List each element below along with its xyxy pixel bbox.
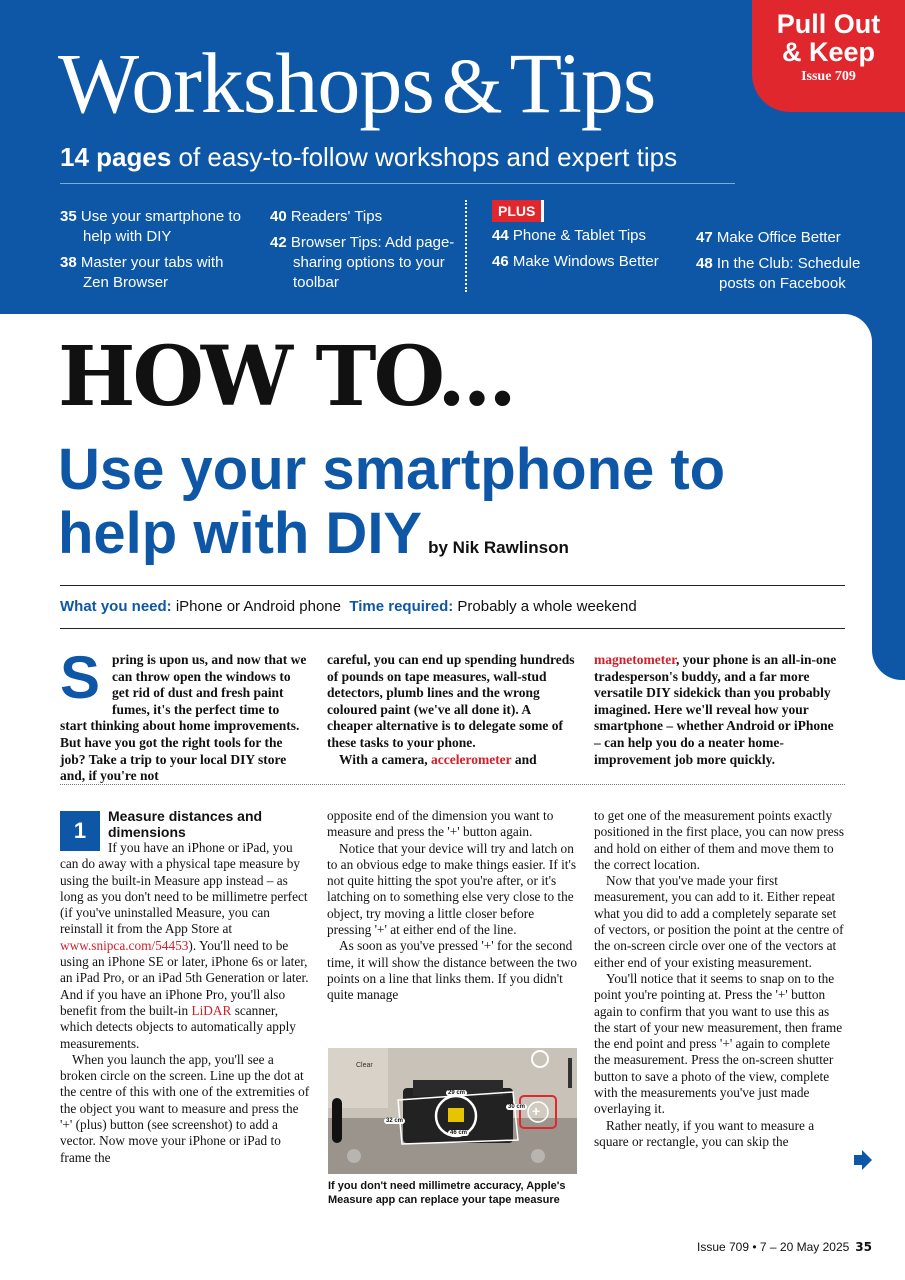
time-value: Probably a whole weekend bbox=[457, 598, 637, 615]
intro-divider bbox=[60, 784, 845, 785]
toc-item[interactable] bbox=[696, 228, 886, 248]
toc-label: Use your smartphone to help with DIY bbox=[80, 208, 241, 245]
toc-page-num: 40 bbox=[270, 208, 287, 225]
section-title-amp: & bbox=[441, 42, 502, 129]
toc-page-num: 48 bbox=[696, 255, 713, 272]
toc-column-1 bbox=[60, 207, 250, 299]
subtitle-bold: 14 pages bbox=[60, 142, 172, 172]
intro-column-3 bbox=[594, 652, 842, 768]
screenshot-caption: If you don't need millimetre accuracy, Apple's Measure app can replace your tape measure bbox=[328, 1180, 566, 1206]
plus-button: + bbox=[532, 1103, 541, 1119]
intro-text: pring is upon us, and now that we can throw open the windows to get rid of dust and fresh paint fumes, it's the perfect time to start thinking about home improvements. But have you got the right tools for the job? Take a trip to your local DIY store and, if you're not bbox=[60, 652, 307, 784]
body-paragraph: As soon as you've pressed '+' for the second time, it will show the distance between the two points on a line that links them. If you didn't quite manage bbox=[327, 938, 577, 1003]
glossary-link[interactable]: LiDAR bbox=[191, 1002, 232, 1018]
body-paragraph: to get one of the measurement points exactly positioned in the first place, you can now press and hold on either of them and move them to the correct location. bbox=[594, 808, 844, 872]
drop-cap: S bbox=[60, 644, 101, 711]
body-paragraph bbox=[60, 840, 310, 1052]
step-heading: Measure distances and dimensions bbox=[108, 808, 263, 840]
badge-issue: Issue 709 bbox=[801, 69, 856, 84]
toc-item[interactable] bbox=[270, 207, 455, 227]
intro-column-2 bbox=[327, 652, 575, 768]
intro-column-1 bbox=[60, 644, 308, 785]
arrow-right-icon bbox=[852, 1150, 872, 1170]
toc-page-num: 35 bbox=[60, 208, 77, 225]
how-to-kicker: HOW TO... bbox=[58, 329, 514, 425]
page-number: 35 bbox=[855, 1240, 872, 1254]
toc-divider bbox=[465, 200, 467, 292]
measure-label: 30 cm bbox=[508, 1104, 526, 1110]
toc-item[interactable] bbox=[492, 226, 682, 246]
section-subtitle bbox=[60, 144, 677, 170]
pull-out-badge bbox=[752, 0, 905, 112]
subtitle-rest: of easy-to-follow workshops and expert tips bbox=[171, 142, 678, 172]
clear-button: Clear bbox=[356, 1062, 373, 1069]
body-text: ). You'll need to be using an iPhone SE or later, iPhone 6s or later, an iPad Pro, or an iPad 5th Generation or later. And if you have an iPhone Pro, you'll also benefit from the built-in bbox=[60, 937, 309, 1018]
plus-label: PLUS bbox=[492, 200, 544, 222]
time-label: Time required: bbox=[349, 598, 454, 615]
toc-item[interactable] bbox=[696, 254, 886, 294]
toc-label: Master your tabs with Zen Browser bbox=[80, 254, 224, 291]
body-column-2 bbox=[327, 808, 577, 1004]
glossary-link[interactable]: accelerometer bbox=[430, 751, 512, 767]
toc-item[interactable] bbox=[492, 252, 682, 272]
body-paragraph: Now that you've made your first measurement, you can add to it. Either repeat what you did to add a completely separate set of vectors, or position the point at the centre of the on-screen circle over one of the vectors at either end of your existing measurement. bbox=[594, 873, 844, 970]
toc-label: Make Windows Better bbox=[512, 253, 659, 270]
measure-label: 29 cm bbox=[448, 1090, 466, 1096]
glossary-link[interactable]: magnetometer bbox=[594, 652, 676, 667]
byline: by Nik Rawlinson bbox=[428, 538, 569, 557]
page-footer bbox=[660, 1240, 872, 1254]
toc-page-num: 46 bbox=[492, 253, 509, 270]
step-number: 1 bbox=[60, 811, 100, 851]
article-title-text: Use your smartphone to help with DIY bbox=[58, 437, 726, 566]
toc-column-4 bbox=[696, 228, 886, 300]
intro-text: , your phone is an all-in-one tradesperson's buddy, and a far more versatile DIY sidekick than you probably imagined. Here we'll reveal how your smartphone – whether Android or iPhone – can help you do a neater home-improvement job more quickly. bbox=[594, 652, 837, 767]
url-link[interactable]: www.snipca.com/54453 bbox=[60, 937, 189, 953]
toc-page-num: 38 bbox=[60, 254, 77, 271]
toc-label: Make Office Better bbox=[716, 229, 841, 246]
intro-text: With a camera, bbox=[339, 751, 431, 767]
toc-label: Phone & Tablet Tips bbox=[512, 227, 647, 244]
toc-item[interactable] bbox=[270, 233, 455, 293]
need-label: What you need: bbox=[60, 598, 172, 615]
body-paragraph: opposite end of the dimension you want to measure and press the '+' button again. bbox=[327, 808, 554, 840]
toc-label: In the Club: Schedule posts on Facebook bbox=[716, 255, 861, 292]
toc-page-num: 47 bbox=[696, 229, 713, 246]
toc-label: Readers' Tips bbox=[290, 208, 383, 225]
article-title bbox=[58, 438, 848, 580]
toc-label: Browser Tips: Add page-sharing options to your toolbar bbox=[290, 234, 455, 291]
issue-info: Issue 709 • 7 – 20 May 2025 bbox=[696, 1240, 850, 1254]
need-value: iPhone or Android phone bbox=[175, 598, 341, 615]
toc-item[interactable] bbox=[60, 253, 250, 293]
edge-tab bbox=[872, 372, 905, 680]
measure-label: 32 cm bbox=[386, 1118, 404, 1124]
badge-line-2: & Keep bbox=[781, 37, 876, 67]
continue-arrow-icon bbox=[852, 1150, 872, 1175]
requirements-bar bbox=[60, 585, 845, 629]
body-paragraph: When you launch the app, you'll see a broken circle on the screen. Line up the dot at the centre of this with one of the extremities of the object you want to measure and press the '+' (plus) button (see screenshot) to add a vector. Now move your iPhone or iPad to frame the bbox=[60, 1051, 310, 1165]
section-title-part-2: Tips bbox=[509, 35, 656, 131]
toc-column-3 bbox=[492, 200, 682, 278]
body-text: scanner, which detects objects to automatically apply measurements. bbox=[60, 1002, 296, 1051]
toc-column-2 bbox=[270, 207, 455, 299]
badge-line-1: Pull Out bbox=[776, 9, 881, 39]
toc-page-num: 42 bbox=[270, 234, 287, 251]
body-paragraph: Notice that your device will try and latch on to an obvious edge to make things easier. If it's not quite hitting the spot you're after, or it's latching on to something else very close to the object, try moving a little closer before pressing '+' at either end of the line. bbox=[327, 840, 577, 938]
body-column-3 bbox=[594, 808, 846, 1150]
measure-label: 46 cm bbox=[450, 1130, 468, 1136]
intro-text: careful, you can end up spending hundreds of pounds on tape measures, wall-stud detectors, plumb lines and the wrong coloured paint (we've all done it). A cheaper alternative is to delegate some of these tasks to your phone. bbox=[327, 652, 575, 750]
body-column-1 bbox=[60, 808, 310, 1166]
toc-item[interactable] bbox=[60, 207, 250, 247]
section-title-part-1: Workshops bbox=[58, 35, 434, 131]
header-rule bbox=[60, 183, 735, 184]
intro-paragraph bbox=[327, 752, 575, 769]
body-paragraph: You'll notice that it seems to snap on to the point you're pointing at. Press the '+' button again to confirm that you want to use this as the start of your new measurement, then frame the end point and press '+' again to complete the measurement. Press the on-screen shutter button to save a photo of the view, complete with the measurements you've just made overlaying it. bbox=[594, 970, 843, 1117]
body-text: If you have an iPhone or iPad, you can do away with a physical tape measure by using the built-in Measure app instead – as long as you don't need to be millimetre perfect (if you've uninstalled Measure, you can reinstall it from the App Store at bbox=[60, 840, 308, 937]
intro-text: and bbox=[511, 751, 537, 767]
toc-page-num: 44 bbox=[492, 227, 509, 244]
body-paragraph: Rather neatly, if you want to measure a square or rectangle, you can skip the bbox=[594, 1117, 815, 1149]
section-title bbox=[58, 35, 656, 131]
measure-app-screenshot bbox=[328, 1048, 577, 1174]
